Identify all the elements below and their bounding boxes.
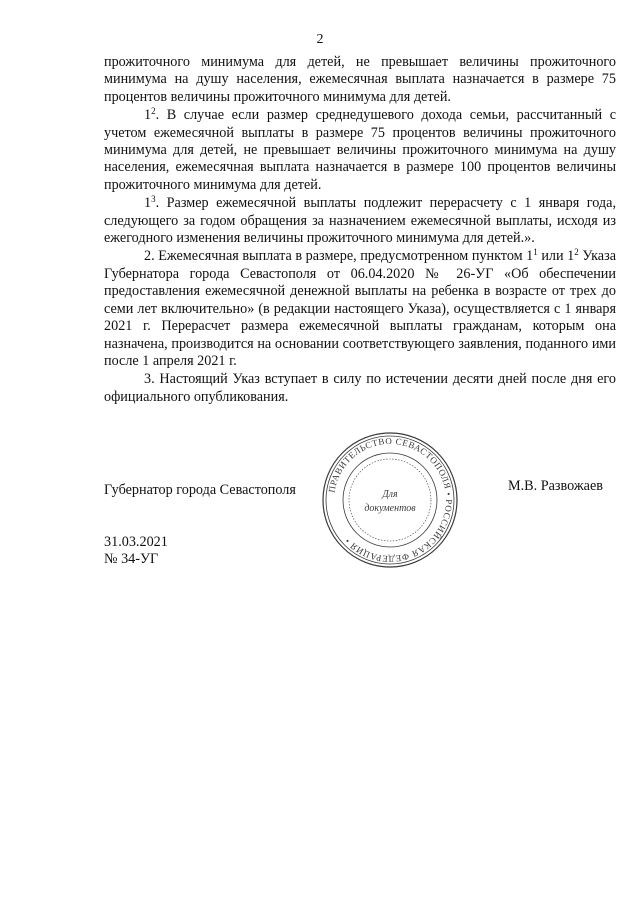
seal-center-line2: документов (364, 503, 416, 514)
seal-center-line1: Для (382, 489, 398, 500)
paragraph-superscript: 3 (151, 194, 156, 205)
paragraph-text: Указа Губернатора города Севастополя от 06.04.2020 № 26-УГ «Об обеспечении предоставления ежемесячной денежной выплаты на ребенка в возрасте от трех до семи лет включительно» (в редакции настоящего Указа), осуществляется с 1 января 2021 г. Перерасчет размера ежемесячной выплаты гражданам, которым она назначена, производится на основании соответствующего заявления, поданного ими после 1 апреля 2021 г. (104, 248, 616, 369)
seal-outer-text: ПРАВИТЕЛЬСТВО СЕВАСТОПОЛЯ • РОССИЙСКАЯ ФЕДЕРАЦИЯ • (326, 435, 455, 565)
paragraph-3: 3. Настоящий Указ вступает в силу по истечении десяти дней после дня его официального опубликования. (104, 371, 616, 405)
paragraph-continuation: прожиточного минимума для детей, не превышает величины прожиточного минимума на душу населения, ежемесячная выплата назначается в размере 75 процентов величины прожиточного минимума для детей. (104, 54, 616, 105)
document-number: № 34-УГ (104, 551, 159, 567)
paragraph-text: или 1 (537, 248, 575, 265)
paragraph-number: 1 (144, 107, 152, 124)
paragraph-text: . В случае если размер среднедушевого дохода семьи, рассчитанный с учетом ежемесячной выплаты в размере 75 процентов величины прожиточного минимума для детей, не превышает величины прожиточного минимума на душу населения, ежемесячная выплата назначается в размере 100 процентов величины прожиточного минимума для детей. (104, 107, 616, 193)
paragraph-text: 2. Ежемесячная выплата в размере, предусмотренном пунктом 1 (144, 248, 534, 265)
page-number: 2 (316, 32, 324, 47)
paragraph-superscript: 1 (533, 247, 538, 258)
document-date: 31.03.2021 (104, 534, 168, 550)
official-seal (320, 430, 460, 570)
seal-inner-ring (343, 453, 437, 547)
paragraph-2 (104, 248, 616, 370)
paragraph-superscript: 2 (574, 247, 579, 258)
paragraph-superscript: 2 (151, 106, 156, 117)
signatory-name: М.В. Развожаев (508, 478, 603, 494)
paragraph-1-3 (104, 195, 616, 247)
document-requisites (104, 534, 168, 568)
paragraph-1-2 (104, 107, 616, 194)
paragraph-number: 1 (144, 195, 152, 212)
paragraph-text: . Размер ежемесячной выплаты подлежит перерасчету с 1 января года, следующего за годом обращения за назначением ежемесячной выплаты, исходя из ежегодного изменения величины прожиточного минимума для детей.». (104, 195, 616, 247)
document-body (104, 54, 616, 407)
signatory-position: Губернатор города Севастополя (104, 482, 296, 498)
seal-dotted-ring (349, 459, 431, 541)
